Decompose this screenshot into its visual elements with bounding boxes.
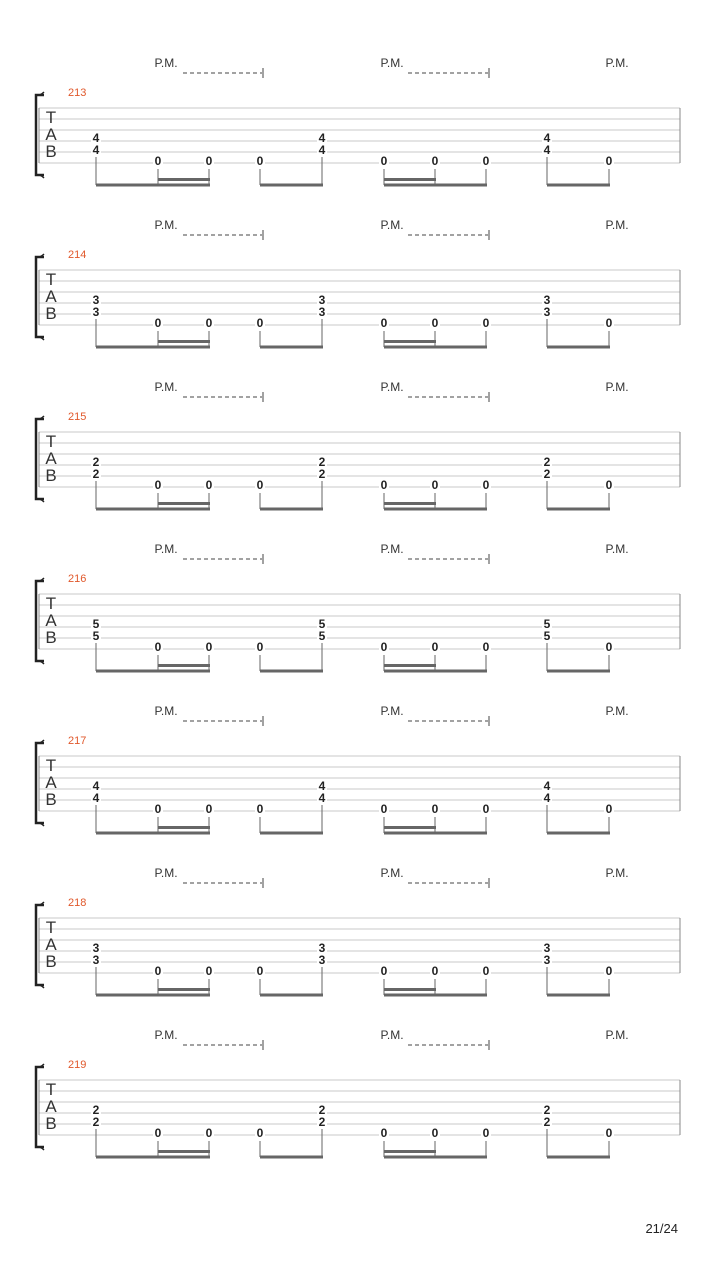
beam-secondary <box>384 664 436 667</box>
beam-secondary <box>384 988 436 991</box>
tab-clef-letter: A <box>45 125 57 144</box>
fret-number-string4: 2 <box>318 467 326 481</box>
tab-clef-letter: B <box>45 952 57 971</box>
beam-primary <box>547 1156 610 1159</box>
palm-mute-label: P.M. <box>380 1028 404 1042</box>
fret-number-open: 0 <box>256 316 264 330</box>
tab-clef-letter: A <box>45 773 57 792</box>
fret-number-open: 0 <box>205 154 213 168</box>
fret-number-open: 0 <box>154 640 162 654</box>
fret-number-string4: 5 <box>92 629 100 643</box>
fret-number-string3: 4 <box>92 779 100 793</box>
tab-system <box>36 56 680 187</box>
beam-secondary <box>384 502 436 505</box>
fret-number-string3: 4 <box>543 131 551 145</box>
measure-number: 214 <box>68 249 87 261</box>
fret-number-open: 0 <box>605 1126 613 1140</box>
measure-number: 216 <box>68 573 87 585</box>
fret-number-open: 0 <box>154 964 162 978</box>
fret-number-open: 0 <box>205 640 213 654</box>
fret-number-open: 0 <box>256 1126 264 1140</box>
fret-number-string3: 3 <box>543 941 551 955</box>
tab-clef-letter: T <box>45 108 57 127</box>
fret-number-string3: 3 <box>92 941 100 955</box>
palm-mute-label: P.M. <box>380 542 404 556</box>
tab-clef-letter: T <box>45 756 57 775</box>
fret-number-open: 0 <box>431 316 439 330</box>
palm-mute-label: P.M. <box>380 380 404 394</box>
beam-secondary <box>384 826 436 829</box>
tab-clef-letter: A <box>45 935 57 954</box>
palm-mute-label: P.M. <box>605 380 629 394</box>
palm-mute-label: P.M. <box>154 380 178 394</box>
beam-secondary <box>158 502 210 505</box>
fret-number-string4: 2 <box>543 467 551 481</box>
fret-number-string3: 3 <box>543 293 551 307</box>
fret-number-string3: 5 <box>92 617 100 631</box>
fret-number-open: 0 <box>431 802 439 816</box>
fret-number-open: 0 <box>605 154 613 168</box>
fret-number-open: 0 <box>256 154 264 168</box>
palm-mute-label: P.M. <box>154 56 178 70</box>
beam-primary <box>260 832 323 835</box>
fret-number-string4: 3 <box>92 953 100 967</box>
measure-number: 218 <box>68 897 87 909</box>
fret-number-open: 0 <box>431 1126 439 1140</box>
fret-number-string4: 3 <box>92 305 100 319</box>
beam-secondary <box>384 178 436 181</box>
fret-number-string4: 3 <box>318 953 326 967</box>
beam-primary <box>260 346 323 349</box>
beam-secondary <box>158 178 210 181</box>
beam-primary <box>96 346 210 349</box>
fret-number-open: 0 <box>482 154 490 168</box>
fret-number-open: 0 <box>154 154 162 168</box>
palm-mute-label: P.M. <box>154 542 178 556</box>
palm-mute-label: P.M. <box>605 542 629 556</box>
fret-number-open: 0 <box>380 1126 388 1140</box>
fret-number-string4: 4 <box>543 791 551 805</box>
beam-secondary <box>158 340 210 343</box>
fret-number-string3: 2 <box>92 1103 100 1117</box>
fret-number-open: 0 <box>205 964 213 978</box>
fret-number-string3: 3 <box>318 293 326 307</box>
fret-number-open: 0 <box>380 964 388 978</box>
fret-number-open: 0 <box>482 1126 490 1140</box>
tab-clef-letter: A <box>45 449 57 468</box>
tab-clef-letter: T <box>45 594 57 613</box>
fret-number-open: 0 <box>256 640 264 654</box>
beam-primary <box>384 508 487 511</box>
fret-number-string4: 4 <box>318 143 326 157</box>
beam-primary <box>384 346 487 349</box>
fret-number-string3: 2 <box>318 1103 326 1117</box>
beam-primary <box>384 184 487 187</box>
fret-number-string4: 4 <box>318 791 326 805</box>
beam-secondary <box>158 664 210 667</box>
beam-secondary <box>158 826 210 829</box>
beam-primary <box>96 508 210 511</box>
tab-system <box>36 542 680 673</box>
fret-number-open: 0 <box>482 316 490 330</box>
tab-clef-letter: B <box>45 628 57 647</box>
measure-number: 217 <box>68 735 87 747</box>
beam-primary <box>547 346 610 349</box>
beam-primary <box>260 1156 323 1159</box>
fret-number-string4: 3 <box>543 953 551 967</box>
fret-number-open: 0 <box>154 316 162 330</box>
fret-number-open: 0 <box>605 964 613 978</box>
beam-primary <box>547 670 610 673</box>
beam-primary <box>96 670 210 673</box>
palm-mute-label: P.M. <box>154 218 178 232</box>
tab-clef-letter: T <box>45 270 57 289</box>
fret-number-string4: 2 <box>318 1115 326 1129</box>
tab-clef-letter: B <box>45 304 57 323</box>
fret-number-open: 0 <box>205 478 213 492</box>
palm-mute-label: P.M. <box>380 56 404 70</box>
beam-primary <box>96 832 210 835</box>
beam-primary <box>384 994 487 997</box>
palm-mute-label: P.M. <box>154 704 178 718</box>
palm-mute-label: P.M. <box>605 1028 629 1042</box>
tab-clef-letter: B <box>45 790 57 809</box>
fret-number-string4: 3 <box>543 305 551 319</box>
beam-primary <box>96 994 210 997</box>
fret-number-open: 0 <box>482 964 490 978</box>
fret-number-string3: 2 <box>92 455 100 469</box>
beam-primary <box>547 832 610 835</box>
fret-number-open: 0 <box>482 478 490 492</box>
beam-primary <box>260 994 323 997</box>
beam-secondary <box>384 340 436 343</box>
fret-number-string4: 5 <box>318 629 326 643</box>
tab-system <box>36 866 680 997</box>
fret-number-string3: 4 <box>92 131 100 145</box>
fret-number-string3: 2 <box>543 455 551 469</box>
fret-number-open: 0 <box>605 316 613 330</box>
beam-secondary <box>158 988 210 991</box>
fret-number-open: 0 <box>605 478 613 492</box>
fret-number-string4: 2 <box>92 1115 100 1129</box>
palm-mute-label: P.M. <box>380 704 404 718</box>
fret-number-open: 0 <box>482 802 490 816</box>
beam-secondary <box>158 1150 210 1153</box>
tab-clef-letter: B <box>45 1114 57 1133</box>
fret-number-open: 0 <box>431 478 439 492</box>
tab-clef-letter: T <box>45 1080 57 1099</box>
fret-number-open: 0 <box>154 478 162 492</box>
fret-number-string4: 4 <box>92 791 100 805</box>
fret-number-string3: 4 <box>543 779 551 793</box>
fret-number-open: 0 <box>154 1126 162 1140</box>
palm-mute-label: P.M. <box>380 218 404 232</box>
tab-clef-letter: T <box>45 432 57 451</box>
palm-mute-label: P.M. <box>605 704 629 718</box>
fret-number-open: 0 <box>205 1126 213 1140</box>
fret-number-string3: 4 <box>318 779 326 793</box>
beam-primary <box>96 184 210 187</box>
palm-mute-label: P.M. <box>154 866 178 880</box>
fret-number-string4: 4 <box>543 143 551 157</box>
fret-number-open: 0 <box>205 316 213 330</box>
beam-primary <box>547 184 610 187</box>
fret-number-open: 0 <box>380 640 388 654</box>
fret-number-open: 0 <box>154 802 162 816</box>
beam-primary <box>547 508 610 511</box>
beam-primary <box>384 832 487 835</box>
tab-clef-letter: A <box>45 611 57 630</box>
measure-number: 219 <box>68 1059 87 1071</box>
fret-number-open: 0 <box>605 640 613 654</box>
fret-number-open: 0 <box>256 964 264 978</box>
beam-secondary <box>384 1150 436 1153</box>
fret-number-string4: 5 <box>543 629 551 643</box>
fret-number-string3: 3 <box>92 293 100 307</box>
fret-number-open: 0 <box>431 154 439 168</box>
fret-number-open: 0 <box>431 640 439 654</box>
tab-clef-letter: A <box>45 287 57 306</box>
measure-number: 213 <box>68 87 87 99</box>
fret-number-string3: 5 <box>318 617 326 631</box>
fret-number-string3: 3 <box>318 941 326 955</box>
fret-number-open: 0 <box>380 478 388 492</box>
fret-number-open: 0 <box>256 802 264 816</box>
fret-number-open: 0 <box>431 964 439 978</box>
beam-primary <box>384 1156 487 1159</box>
tab-clef-letter: B <box>45 466 57 485</box>
beam-primary <box>547 994 610 997</box>
fret-number-string3: 2 <box>543 1103 551 1117</box>
fret-number-string4: 4 <box>92 143 100 157</box>
fret-number-string4: 2 <box>543 1115 551 1129</box>
fret-number-string3: 2 <box>318 455 326 469</box>
fret-number-open: 0 <box>205 802 213 816</box>
fret-number-string4: 3 <box>318 305 326 319</box>
fret-number-open: 0 <box>605 802 613 816</box>
tab-clef-letter: T <box>45 918 57 937</box>
fret-number-open: 0 <box>256 478 264 492</box>
tab-system <box>36 218 680 349</box>
tab-system <box>36 380 680 511</box>
fret-number-string3: 4 <box>318 131 326 145</box>
fret-number-open: 0 <box>482 640 490 654</box>
tab-clef-letter: A <box>45 1097 57 1116</box>
palm-mute-label: P.M. <box>154 1028 178 1042</box>
measure-number: 215 <box>68 411 87 423</box>
palm-mute-label: P.M. <box>605 218 629 232</box>
beam-primary <box>260 184 323 187</box>
beam-primary <box>260 508 323 511</box>
fret-number-string3: 5 <box>543 617 551 631</box>
tab-clef-letter: B <box>45 142 57 161</box>
fret-number-string4: 2 <box>92 467 100 481</box>
palm-mute-label: P.M. <box>380 866 404 880</box>
beam-primary <box>96 1156 210 1159</box>
fret-number-open: 0 <box>380 154 388 168</box>
page-number: 21/24 <box>645 1221 678 1236</box>
palm-mute-label: P.M. <box>605 866 629 880</box>
tab-system <box>36 704 680 835</box>
beam-primary <box>384 670 487 673</box>
fret-number-open: 0 <box>380 802 388 816</box>
tab-system <box>36 1028 680 1159</box>
fret-number-open: 0 <box>380 316 388 330</box>
beam-primary <box>260 670 323 673</box>
palm-mute-label: P.M. <box>605 56 629 70</box>
